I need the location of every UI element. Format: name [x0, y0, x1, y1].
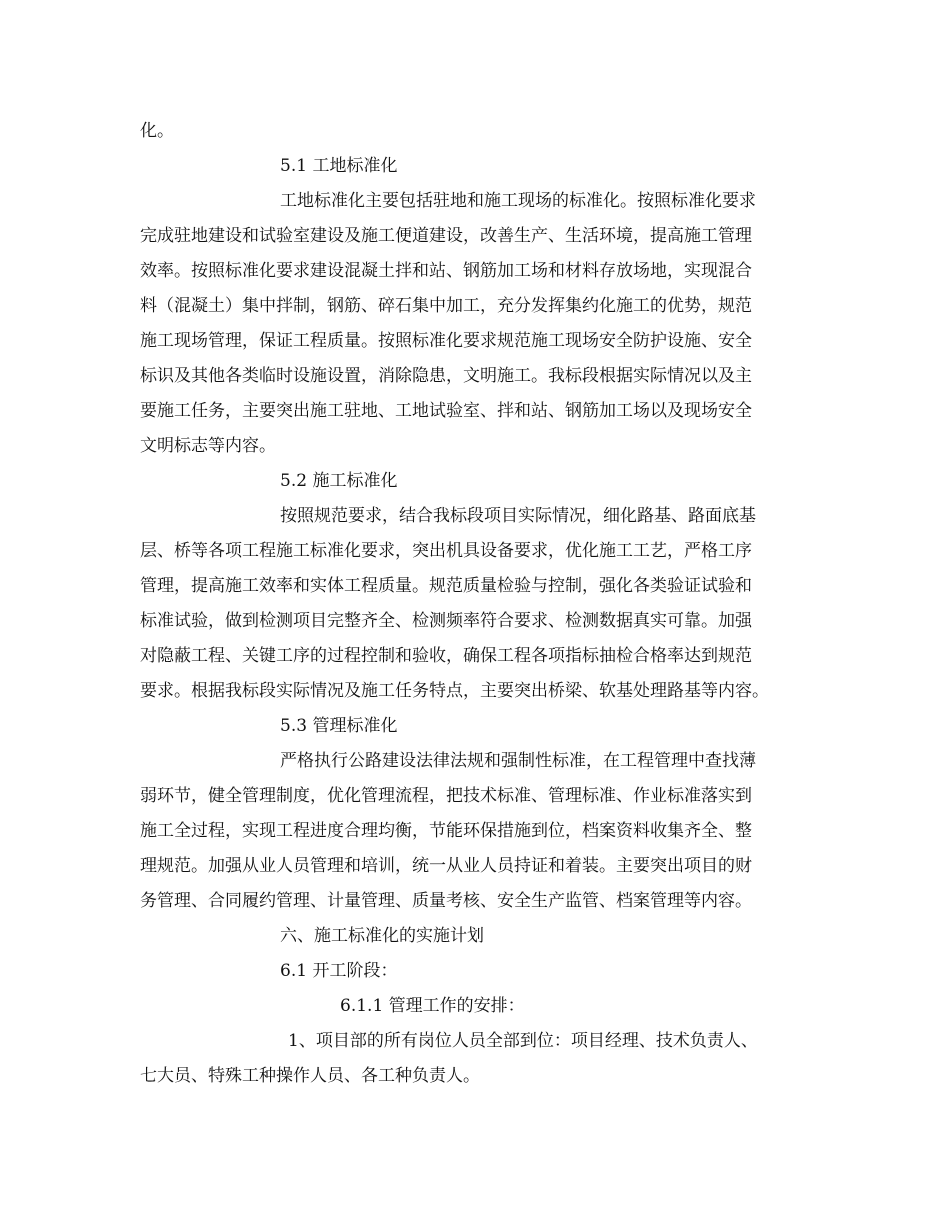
section-heading-5-3: 5.3 管理标准化 — [280, 716, 398, 736]
paragraph-line: 管理，提高施工效率和实体工程质量。规范质量检验与控制，强化各类验证试验和 — [140, 576, 752, 596]
paragraph-line: 对隐蔽工程、关键工序的过程控制和验收，确保工程各项指标抽检合格率达到规范 — [140, 646, 752, 666]
paragraph-line: 完成驻地建设和试验室建设及施工便道建设，改善生产、生活环境，提高施工管理 — [140, 226, 752, 246]
paragraph-line: 工地标准化主要包括驻地和施工现场的标准化。按照标准化要求 — [280, 191, 756, 211]
section-heading-5-1: 5.1 工地标准化 — [280, 156, 398, 176]
paragraph-line: 要施工任务，主要突出施工驻地、工地试验室、拌和站、钢筋加工场以及现场安全 — [140, 401, 752, 421]
paragraph-line: 务管理、合同履约管理、计量管理、质量考核、安全生产监管、档案管理等内容。 — [140, 891, 752, 911]
paragraph-line: 文明标志等内容。 — [140, 436, 276, 456]
paragraph-line: 效率。按照标准化要求建设混凝土拌和站、钢筋加工场和材料存放场地，实现混合 — [140, 261, 752, 281]
paragraph-line: 要求。根据我标段实际情况及施工任务特点，主要突出桥梁、软基处理路基等内容。 — [140, 681, 769, 701]
paragraph-line: 料（混凝土）集中拌制，钢筋、碎石集中加工，充分发挥集约化施工的优势，规范 — [140, 296, 752, 316]
paragraph-line: 化。 — [140, 121, 174, 141]
paragraph-line: 按照规范要求，结合我标段项目实际情况，细化路基、路面底基 — [280, 506, 756, 526]
paragraph-line: 层、桥等各项工程施工标准化要求，突出机具设备要求，优化施工工艺，严格工序 — [140, 541, 752, 561]
paragraph-line: 标准试验，做到检测项目完整齐全、检测频率符合要求、检测数据真实可靠。加强 — [140, 611, 752, 631]
section-heading-6-1: 6.1 开工阶段： — [280, 961, 398, 981]
paragraph-line: 标识及其他各类临时设施设置，消除隐患，文明施工。我标段根据实际情况以及主 — [140, 366, 752, 386]
list-item-1: 1、项目部的所有岗位人员全部到位：项目经理、技术负责人、 — [288, 1031, 758, 1051]
subsection-heading-6-1-1: 6.1.1 管理工作的安排： — [340, 996, 525, 1016]
paragraph-line: 施工全过程，实现工程进度合理均衡，节能环保措施到位，档案资料收集齐全、整 — [140, 821, 752, 841]
section-heading-5-2: 5.2 施工标准化 — [280, 471, 398, 491]
paragraph-line: 施工现场管理，保证工程质量。按照标准化要求规范施工现场安全防护设施、安全 — [140, 331, 752, 351]
paragraph-line: 弱环节，健全管理制度，优化管理流程，把技术标准、管理标准、作业标准落实到 — [140, 786, 752, 806]
chapter-heading-6: 六、施工标准化的实施计划 — [280, 926, 484, 946]
paragraph-line: 七大员、特殊工种操作人员、各工种负责人。 — [140, 1066, 480, 1086]
paragraph-line: 理规范。加强从业人员管理和培训，统一从业人员持证和着装。主要突出项目的财 — [140, 856, 752, 876]
paragraph-line: 严格执行公路建设法律法规和强制性标准，在工程管理中查找薄 — [280, 751, 756, 771]
document-body — [140, 114, 820, 1094]
